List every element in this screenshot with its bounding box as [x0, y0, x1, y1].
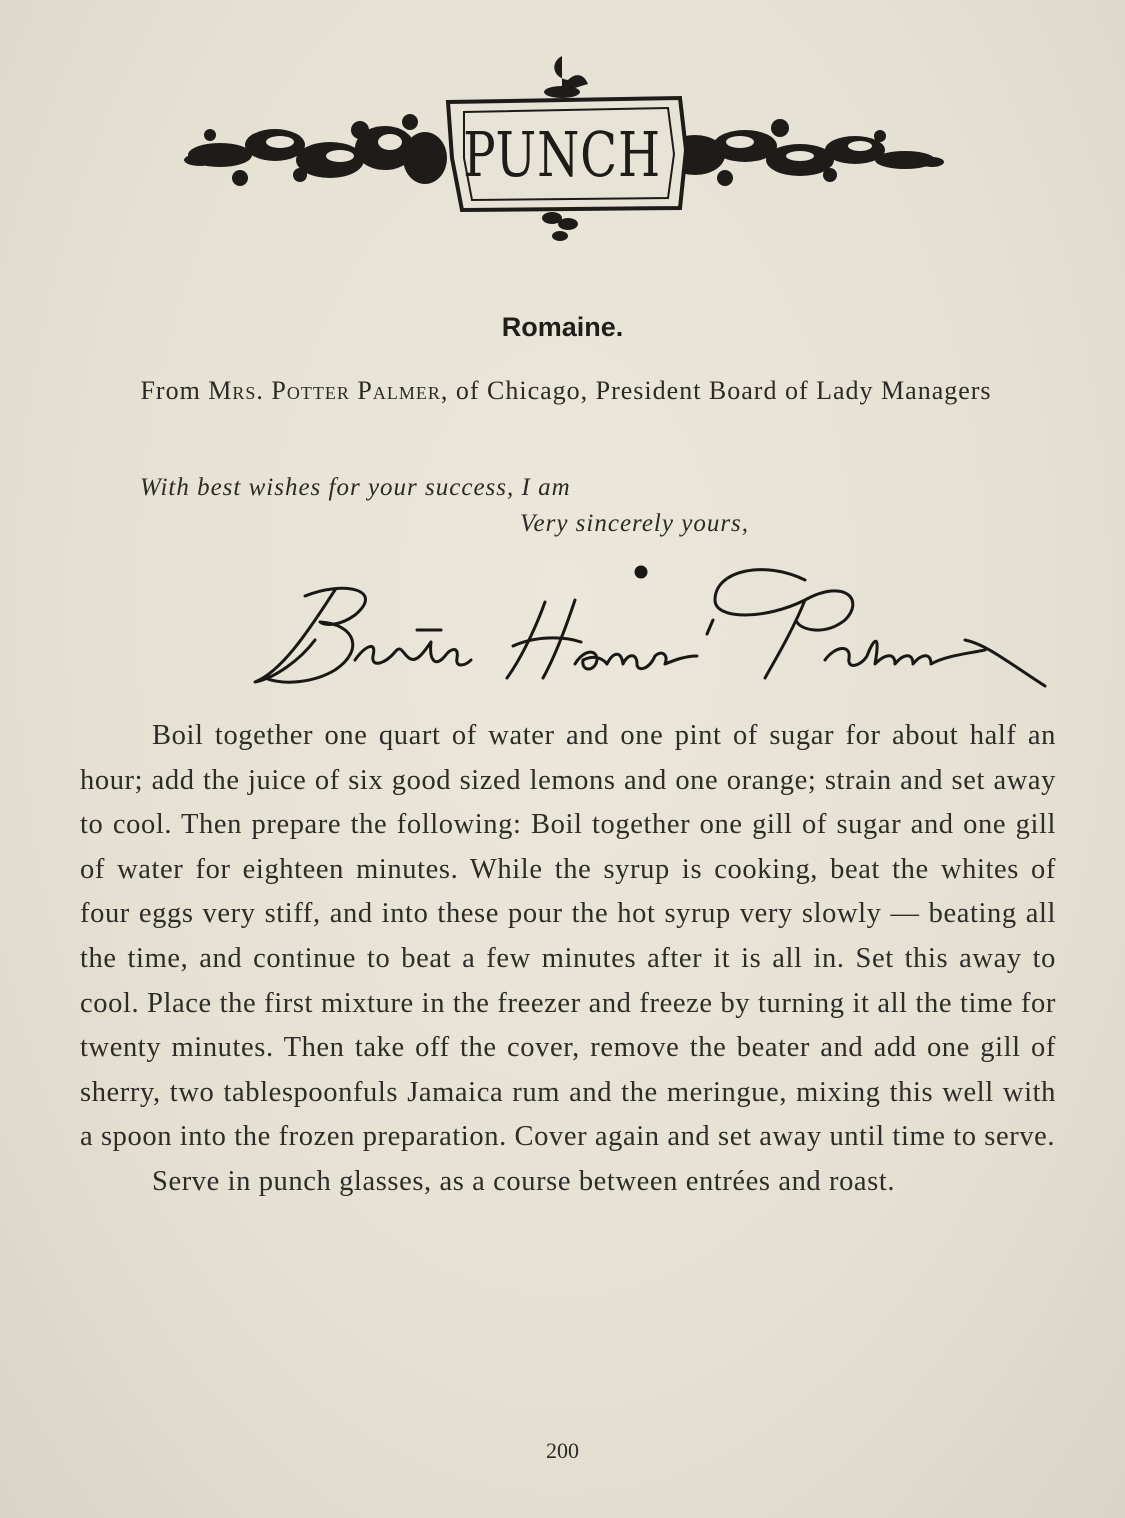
- recipe-attribution: [76, 370, 1056, 412]
- letter-closing-line-2: Very sincerely yours,: [520, 510, 750, 537]
- handwritten-signature: [245, 560, 1065, 710]
- recipe-paragraph-2: Serve in punch glasses, as a course between entrées and roast.: [152, 1165, 896, 1197]
- page-number: 200: [546, 1438, 579, 1463]
- attribution-prefix: From: [140, 376, 209, 405]
- recipe-instructions: [80, 714, 1056, 1205]
- attribution-name: Mrs. Potter Palmer: [208, 376, 441, 405]
- recipe-title: Romaine.: [501, 312, 624, 342]
- recipe-paragraph-1: Boil together one quart of water and one pint of sugar for about half an hour; add the juice of six good sized lemons and one orange; strain and set away to cool. Then prepare the following: Boil together one gill of sugar and one gill of water for eighteen minutes. While the syrup is cooking, beat the whites of four eggs very stiff, and into these pour the hot syrup very slowly — beating all the time, and continue to beat a few minutes after it is all in. Set this away to cool. Place the first mixture in the freezer and freeze by turning it all the time for twenty minutes. Then take off the cover, remove the beater and add one gill of sherry, two tablespoonfuls Jamaica rum and the meringue, mixing this well with a spoon into the frozen preparation. Cover again and set away until time to serve.: [80, 720, 1056, 1153]
- punch-heading: PUNCH: [463, 117, 661, 191]
- letter-closing-line-1: With best wishes for your success, I am: [140, 474, 571, 501]
- attribution-suffix: , of Chicago, President Board of Lady Managers: [440, 376, 992, 405]
